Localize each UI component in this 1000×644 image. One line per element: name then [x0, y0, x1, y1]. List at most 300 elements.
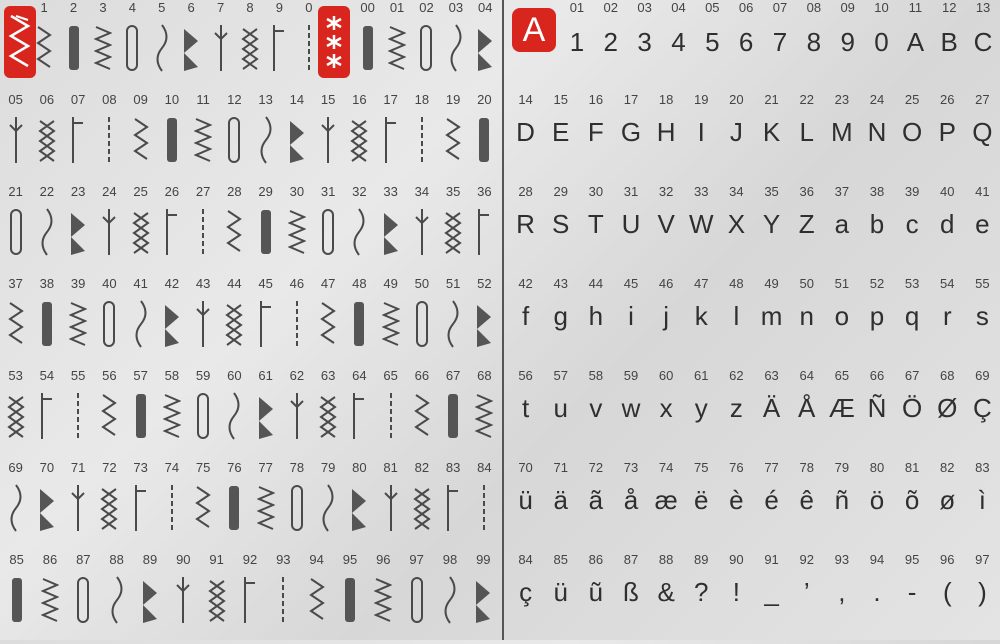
stitch-cell: [156, 92, 187, 184]
stitch-cell: [176, 0, 205, 92]
stitch-pattern-icon: [313, 204, 344, 260]
stitch-number: 49: [383, 276, 398, 291]
stitch-pattern-icon: [206, 20, 235, 76]
alphabet-cell: [684, 368, 719, 460]
stitch-cell: [125, 276, 156, 368]
character-number: 25: [904, 92, 920, 107]
character-glyph: 5: [705, 26, 720, 57]
stitch-pattern-icon: [406, 480, 437, 536]
character-number: 83: [975, 460, 990, 475]
alphabet-cell: [965, 276, 1000, 368]
stitch-pattern-icon: [344, 112, 375, 168]
alphabet-cell: [719, 92, 754, 184]
alphabet-cell: [649, 460, 684, 552]
stitch-cell: [250, 276, 281, 368]
stitch-cell: [344, 184, 375, 276]
character-glyph: .: [873, 576, 881, 607]
character-number: 43: [553, 276, 568, 291]
stitch-pattern-icon: [281, 204, 312, 260]
stitch-cell: [438, 276, 469, 368]
character-number: 11: [908, 0, 923, 15]
alphabet-row: [508, 0, 1000, 92]
stitch-number: 75: [195, 460, 211, 475]
alphabet-cell: [865, 0, 899, 92]
stitch-pattern-icon: [31, 388, 62, 444]
stitch-number: 36: [477, 184, 492, 199]
stitch-pattern-icon: [0, 388, 31, 444]
stitch-pattern-icon: [94, 296, 125, 352]
stitch-number: 08: [102, 92, 117, 107]
stitch-number: 40: [102, 276, 117, 291]
stitch-pattern-icon: [469, 388, 500, 444]
character-number: 18: [658, 92, 674, 107]
character-number: 77: [764, 460, 779, 475]
stitch-cell: [313, 368, 344, 460]
stitch-cell: [188, 368, 219, 460]
alphabet-cell: [543, 184, 578, 276]
stitch-cell: [63, 276, 94, 368]
stitch-pattern-icon: [156, 480, 187, 536]
stitch-number: 95: [342, 552, 358, 567]
alphabet-cell: [824, 460, 859, 552]
character-glyph: m: [760, 300, 783, 331]
stitch-pattern-icon: [219, 112, 250, 168]
stitch-number: 56: [102, 368, 117, 383]
alphabet-row: [508, 92, 1000, 184]
stitch-pattern-icon: [188, 296, 219, 352]
alphabet-cell: [930, 92, 965, 184]
stitch-pattern-icon: [375, 388, 406, 444]
stitch-pattern-icon: [471, 20, 500, 76]
stitch-cell: [406, 460, 437, 552]
alphabet-cell: [578, 460, 613, 552]
stitch-cell: [375, 368, 406, 460]
stitch-cell: [31, 460, 62, 552]
stitch-cell: [467, 552, 500, 644]
stitch-pattern-icon: [375, 480, 406, 536]
stitch-number: 39: [70, 276, 86, 291]
character-glyph: ì: [978, 484, 987, 515]
stitch-number: 60: [227, 368, 242, 383]
alphabet-cell: [560, 0, 594, 92]
stitch-number: 43: [195, 276, 211, 291]
character-number: 13: [975, 0, 991, 15]
stitch-pattern-icon: [188, 480, 219, 536]
character-number: 73: [623, 460, 639, 475]
stitch-cell: [188, 184, 219, 276]
stitch-row: [0, 368, 500, 460]
stitch-number: 16: [352, 92, 367, 107]
alphabet-cell: [930, 552, 965, 644]
stitch-pattern-icon: [438, 204, 469, 260]
alphabet-cell: [719, 552, 754, 644]
stitch-pattern-icon: [281, 388, 312, 444]
character-glyph: A: [906, 26, 925, 57]
stitch-cell: [0, 460, 31, 552]
stitch-cell: [63, 368, 94, 460]
stitch-cell: [300, 552, 333, 644]
alphabet-cell: [754, 368, 789, 460]
stitch-pattern-icon: [344, 480, 375, 536]
stitch-cell: [156, 460, 187, 552]
stitch-cell: [235, 0, 264, 92]
stitch-cell: [469, 460, 500, 552]
stitch-number: 3: [99, 0, 107, 15]
stitch-number: 69: [8, 460, 23, 475]
alphabet-cell: [662, 0, 696, 92]
stitch-cell: [406, 276, 437, 368]
stitch-pattern-icon: [400, 572, 433, 628]
stitch-number: 66: [414, 368, 430, 383]
character-number: 74: [658, 460, 674, 475]
alphabet-cell: [930, 184, 965, 276]
stitch-number: 54: [39, 368, 55, 383]
character-glyph: w: [621, 392, 641, 423]
stitch-cell: [375, 276, 406, 368]
stitch-number: 19: [445, 92, 461, 107]
character-number: 50: [799, 276, 814, 291]
stitch-cell: [125, 460, 156, 552]
stitch-pattern-icon: [125, 296, 156, 352]
character-glyph: U: [621, 208, 641, 239]
character-glyph: Ä: [762, 392, 781, 423]
character-glyph: å: [623, 484, 639, 515]
character-number: 56: [518, 368, 533, 383]
character-number: 38: [869, 184, 885, 199]
character-glyph: d: [940, 208, 955, 239]
stitch-cell: [125, 368, 156, 460]
character-number: 79: [834, 460, 850, 475]
character-glyph: ã: [588, 484, 604, 515]
stitch-pattern-icon: [219, 480, 250, 536]
alphabet-cell: [649, 552, 684, 644]
alphabet-cell: [684, 92, 719, 184]
stitch-pattern-icon: [200, 572, 233, 628]
stitch-number: 50: [414, 276, 430, 291]
character-glyph: l: [733, 300, 740, 331]
stitch-pattern-icon: [156, 296, 187, 352]
stitch-number: 27: [195, 184, 211, 199]
stitch-cell: [156, 276, 187, 368]
character-number: 92: [799, 552, 814, 567]
stitch-number: 55: [70, 368, 86, 383]
stitch-pattern-icon: [188, 388, 219, 444]
stitch-number: 94: [309, 552, 324, 567]
stitch-cell: [156, 184, 187, 276]
character-glyph: ): [978, 576, 987, 607]
stitch-number: 21: [8, 184, 23, 199]
alphabet-cell: [965, 552, 1000, 644]
stitch-pattern-icon: [31, 204, 62, 260]
character-glyph: p: [869, 300, 885, 331]
stitch-cell: [0, 184, 31, 276]
stitch-cell: [0, 92, 31, 184]
character-number: 36: [799, 184, 814, 199]
character-glyph: -: [907, 576, 917, 607]
character-glyph: O: [902, 116, 923, 147]
character-number: 82: [940, 460, 955, 475]
character-glyph: 1: [569, 26, 585, 57]
stitch-pattern-icon: [406, 388, 437, 444]
character-number: 10: [874, 0, 889, 15]
alphabet-cell: [789, 276, 824, 368]
character-glyph: é: [764, 484, 779, 515]
stitch-cell: [133, 552, 166, 644]
stitch-cell: [188, 460, 219, 552]
character-number: 40: [940, 184, 955, 199]
alphabet-cell: [649, 368, 684, 460]
alphabet-cell: [649, 184, 684, 276]
stitch-number: 61: [258, 368, 273, 383]
alphabet-cell: [895, 92, 930, 184]
alphabet-cell: [508, 460, 543, 552]
stitch-number: 57: [133, 368, 148, 383]
stitch-pattern-icon: [188, 112, 219, 168]
alphabet-cell: [508, 368, 543, 460]
stitch-pattern-icon: [433, 572, 466, 628]
stitch-pattern-icon: [59, 20, 88, 76]
stitch-cell: [375, 460, 406, 552]
stitch-number: 79: [320, 460, 336, 475]
stitch-cell: [353, 0, 382, 92]
alphabet-cell: [930, 460, 965, 552]
character-glyph: K: [762, 116, 781, 147]
alphabet-cell: [613, 92, 648, 184]
stitch-cell: [206, 0, 235, 92]
alphabet-cell: [859, 368, 894, 460]
character-glyph: Ö: [902, 392, 923, 423]
alphabet-chart: [508, 0, 1000, 640]
character-number: 89: [694, 552, 709, 567]
character-glyph: ä: [553, 484, 568, 515]
stitch-number: 72: [102, 460, 117, 475]
stitch-cell: [313, 92, 344, 184]
character-glyph: j: [663, 300, 670, 331]
stitch-cell: [188, 276, 219, 368]
stitch-pattern-icon: [406, 112, 437, 168]
stitch-cell: [267, 552, 300, 644]
character-number: 86: [588, 552, 604, 567]
stitch-number: 31: [320, 184, 336, 199]
stitch-pattern-icon: [281, 112, 312, 168]
character-glyph: Q: [972, 116, 993, 147]
stitch-pattern-icon: [94, 112, 125, 168]
character-glyph: P: [938, 116, 956, 147]
stitch-number: 51: [445, 276, 461, 291]
stitch-number: 35: [445, 184, 461, 199]
alphabet-cell: [578, 184, 613, 276]
stitch-number: 34: [414, 184, 430, 199]
stitch-cell: [367, 552, 400, 644]
character-glyph: ë: [694, 484, 709, 515]
stitch-cell: [125, 92, 156, 184]
stitch-cell: [469, 276, 500, 368]
stitch-cell: [219, 92, 250, 184]
alphabet-row: [508, 276, 1000, 368]
stitch-pattern-icon: [250, 388, 281, 444]
alphabet-cell: [508, 92, 543, 184]
character-glyph: (: [942, 576, 952, 607]
chart-divider: [502, 0, 504, 640]
character-number: 62: [729, 368, 744, 383]
character-number: 21: [764, 92, 779, 107]
stitch-pattern-icon: [188, 204, 219, 260]
character-glyph: 8: [806, 26, 822, 57]
character-glyph: ê: [799, 484, 814, 515]
stitch-cell: [375, 184, 406, 276]
alphabet-cell: [824, 552, 859, 644]
stitch-cell: [406, 184, 437, 276]
character-number: 95: [904, 552, 920, 567]
alphabet-cell: [789, 368, 824, 460]
stitch-number: 24: [102, 184, 117, 199]
stitch-cell: [313, 460, 344, 552]
character-number: 12: [941, 0, 957, 15]
stitch-cell: [63, 92, 94, 184]
character-number: 53: [904, 276, 920, 291]
character-number: 59: [623, 368, 639, 383]
character-glyph: ü: [518, 484, 533, 515]
stitch-pattern-icon: [0, 112, 31, 168]
character-glyph: ø: [939, 484, 956, 515]
character-glyph: ’: [803, 576, 810, 607]
character-number: 96: [940, 552, 955, 567]
stitch-pattern-icon: [67, 572, 100, 628]
stitch-cell: [219, 460, 250, 552]
stitch-pattern-icon: [250, 480, 281, 536]
alphabet-row: [508, 552, 1000, 644]
character-number: 91: [764, 552, 779, 567]
stitch-pattern-icon: [344, 204, 375, 260]
stitch-number: 53: [8, 368, 23, 383]
character-glyph: Ñ: [867, 392, 887, 423]
alphabet-cell: [859, 184, 894, 276]
character-glyph: y: [694, 392, 708, 423]
stitch-pattern-icon: [281, 480, 312, 536]
alphabet-cell: [930, 368, 965, 460]
stitch-cell: [33, 552, 66, 644]
stitch-number: 45: [258, 276, 273, 291]
character-number: 28: [518, 184, 533, 199]
stitch-number: 84: [477, 460, 492, 475]
stitch-number: 91: [209, 552, 224, 567]
stitch-number: 65: [383, 368, 398, 383]
character-number: 23: [834, 92, 850, 107]
stitch-row: [0, 184, 500, 276]
stitch-number: 82: [414, 460, 430, 475]
stitch-number: 88: [109, 552, 124, 567]
stitch-number: 2: [69, 0, 78, 15]
alphabet-cell: [684, 276, 719, 368]
alphabet-cell: [628, 0, 662, 92]
stitch-pattern-icon: [63, 112, 94, 168]
stitch-pattern-icon: [29, 20, 58, 76]
alphabet-cell: [578, 552, 613, 644]
alphabet-cell: [719, 368, 754, 460]
character-number: 52: [869, 276, 885, 291]
stitch-cell: [94, 184, 125, 276]
stitch-pattern-icon: [281, 296, 312, 352]
stitch-pattern-icon: [125, 388, 156, 444]
stitch-pattern-icon: [313, 112, 344, 168]
alphabet-cell: [859, 460, 894, 552]
alphabet-cell: [508, 184, 543, 276]
alphabet-cell: [754, 552, 789, 644]
stitch-pattern-icon: [367, 572, 400, 628]
alphabet-cell: [578, 368, 613, 460]
stitch-cell: [281, 460, 312, 552]
stitch-cell: [469, 184, 500, 276]
stitch-cell: [333, 552, 366, 644]
character-glyph: 2: [603, 26, 618, 57]
stitch-cell: [0, 368, 31, 460]
character-glyph: e: [975, 208, 990, 239]
character-number: 26: [940, 92, 955, 107]
alphabet-cell: [898, 0, 932, 92]
stitch-number: 70: [39, 460, 55, 475]
character-number: 67: [904, 368, 920, 383]
stitch-number: 01: [389, 0, 405, 15]
character-number: 19: [694, 92, 709, 107]
stitch-pattern-icon: [167, 572, 200, 628]
character-glyph: ?: [694, 576, 709, 607]
alphabet-row: [508, 460, 1000, 552]
character-number: 63: [764, 368, 779, 383]
alphabet-cell: [684, 552, 719, 644]
character-number: 60: [658, 368, 674, 383]
stitch-cell: [94, 92, 125, 184]
stitch-cell: [382, 0, 411, 92]
character-glyph: k: [694, 300, 708, 331]
stitch-pattern-icon: [375, 296, 406, 352]
character-glyph: ñ: [834, 484, 850, 515]
stitch-pattern-icon: [313, 388, 344, 444]
alphabet-cell: [613, 460, 648, 552]
stitch-pattern-icon: [313, 296, 344, 352]
stitch-pattern-icon: [441, 20, 470, 76]
stitch-number: 87: [76, 552, 91, 567]
character-glyph: ß: [623, 576, 639, 607]
character-glyph: R: [516, 208, 535, 239]
character-glyph: a: [834, 208, 850, 239]
stitch-number: 46: [289, 276, 305, 291]
stitch-pattern-icon: [250, 112, 281, 168]
character-number: 64: [799, 368, 814, 383]
character-number: 85: [553, 552, 568, 567]
stitch-pattern-icon: [235, 20, 264, 76]
stitch-cell: [219, 368, 250, 460]
stitch-cell: [438, 368, 469, 460]
character-number: 20: [729, 92, 744, 107]
alphabet-cell: [543, 552, 578, 644]
stitch-cell: [438, 92, 469, 184]
stitch-cell: [31, 92, 62, 184]
stitch-pattern-icon: [156, 388, 187, 444]
alphabet-row: [508, 368, 1000, 460]
stitch-number: 03: [448, 0, 464, 15]
stitch-cell: [406, 92, 437, 184]
stitch-number: 8: [246, 0, 254, 15]
character-glyph: N: [867, 116, 887, 147]
stitch-number: 28: [227, 184, 242, 199]
character-number: 87: [623, 552, 639, 567]
character-glyph: S: [552, 208, 570, 239]
character-glyph: M: [831, 116, 853, 147]
character-number: 51: [834, 276, 850, 291]
character-glyph: Ø: [937, 392, 958, 423]
alphabet-cell: [719, 184, 754, 276]
character-glyph: F: [587, 116, 604, 147]
